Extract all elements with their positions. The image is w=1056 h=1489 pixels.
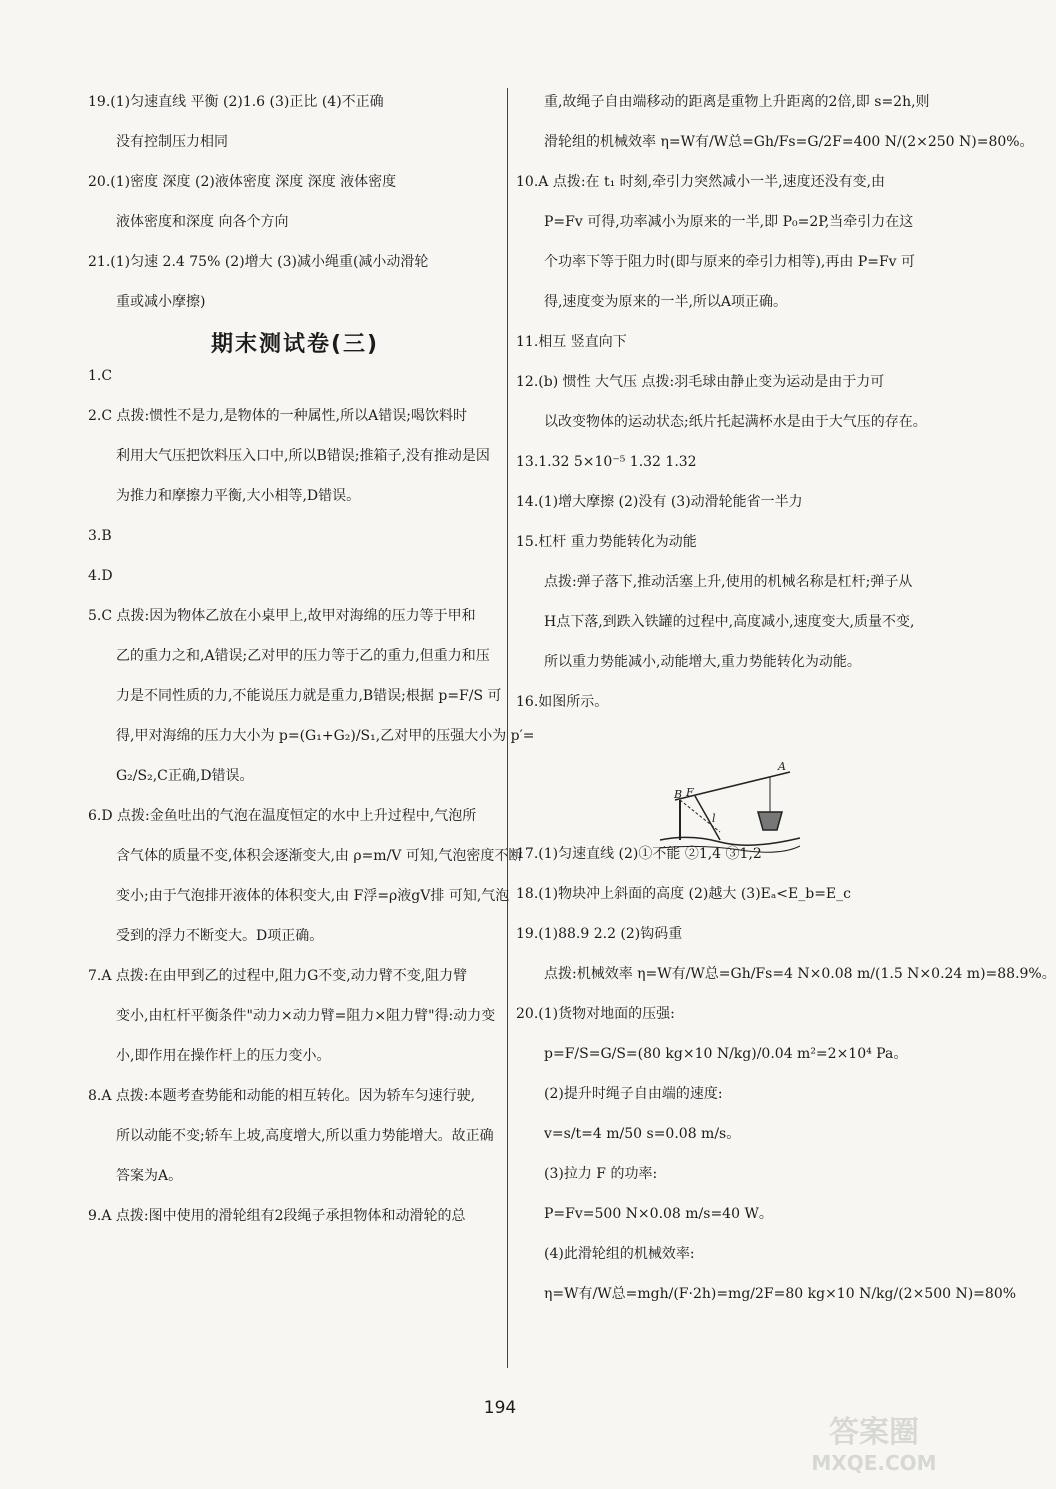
answer-6-line: 6.D 点拨:金鱼吐出的气泡在温度恒定的水中上升过程中,气泡所	[88, 808, 477, 824]
answer-4: 4.D	[88, 568, 113, 584]
answer-20-cont: η=W有/W总=mgh/(F·2h)=mg/2F=80 kg×10 N/kg/(2×500 N)=80%	[544, 1286, 1017, 1302]
svg-text:MXQE.COM: MXQE.COM	[811, 1451, 937, 1475]
right-column	[516, 92, 1056, 1304]
answer-7-cont: 变小,由杠杆平衡条件"动力×动力臂=阻力×阻力臂"得:动力变	[116, 1008, 496, 1024]
answer-20-cont: v=s/t=4 m/50 s=0.08 m/s。	[544, 1126, 741, 1142]
answer-19-cont: 点拨:机械效率 η=W有/W总=Gh/Fs=4 N×0.08 m/(1.5 N×0.24 m)=88.9%。	[544, 966, 1056, 982]
answer-6-cont: 受到的浮力不断变大。D项正确。	[116, 928, 324, 944]
answer-6-cont: 变小;由于气泡排开液体的体积变大,由 F浮=ρ液gV排 可知,气泡	[116, 888, 510, 904]
answer-3: 3.B	[88, 528, 112, 544]
answer-20-cont: 液体密度和深度 向各个方向	[116, 214, 289, 230]
answer-2-line: 2.C 点拨:惯性不是力,是物体的一种属性,所以A错误;喝饮料时	[88, 408, 467, 424]
answer-21-cont: 重或减小摩擦)	[116, 294, 206, 310]
answer-10-line: 10.A 点拨:在 t₁ 时刻,牵引力突然减小一半,速度还没有变,由	[516, 174, 886, 190]
answer-6-cont: 含气体的质量不变,体积会逐渐变大,由 ρ=m/V 可知,气泡密度不断	[116, 848, 523, 864]
svg-text:答案圈: 答案圈	[829, 1415, 919, 1450]
left-column	[88, 92, 535, 1226]
answer-1: 1.C	[88, 368, 113, 384]
lever-support	[695, 796, 720, 840]
label-A: A	[778, 760, 786, 773]
answer-12-cont: 以改变物体的运动状态;纸片托起满杯水是由于大气压的存在。	[544, 414, 927, 430]
answer-14: 14.(1)增大摩擦 (2)没有 (3)动滑轮能省一半力	[516, 494, 803, 510]
answer-15-cont: H点下落,到跌入铁罐的过程中,高度减小,速度变大,质量不变,	[544, 614, 915, 630]
answer-16: 16.如图所示。	[516, 694, 609, 710]
answer-5-cont: 得,甲对海绵的压力大小为 p=(G₁+G₂)/S₁,乙对甲的压强大小为 p′=	[116, 728, 535, 744]
answer-21-line: 21.(1)匀速 2.4 75% (2)增大 (3)减小绳重(减小动滑轮	[88, 254, 429, 270]
watermark-logo	[774, 1408, 974, 1478]
answer-8-cont: 答案为A。	[116, 1168, 183, 1184]
answer-2-cont: 为推力和摩擦力平衡,大小相等,D错误。	[116, 488, 361, 504]
answer-19: 19.(1)88.9 2.2 (2)钩码重	[516, 926, 683, 942]
answer-10-cont: P=Fv 可得,功率减小为原来的一半,即 P₀=2P,当牵引力在这	[544, 214, 914, 230]
answer-5-cont: G₂/S₂,C正确,D错误。	[116, 768, 254, 784]
answer-10-cont: 个功率下等于阻力时(即与原来的牵引力相等),再由 P=Fv 可	[544, 254, 916, 270]
answer-15: 15.杠杆 重力势能转化为动能	[516, 534, 697, 550]
answer-15-cont: 所以重力势能减小,动能增大,重力势能转化为动能。	[544, 654, 861, 670]
bucket-icon	[758, 812, 782, 830]
label-l: l	[712, 812, 716, 825]
answer-5-cont: 乙的重力之和,A错误;乙对甲的压力等于乙的重力,但重力和压	[116, 648, 490, 664]
ground-line	[660, 846, 800, 852]
answer-2-cont: 利用大气压把饮料压入口中,所以B错误;推箱子,没有推动是因	[116, 448, 490, 464]
page-number: 194	[483, 1398, 517, 1418]
section-title: 期末测试卷(三)	[210, 332, 380, 357]
answer-19-cont: 没有控制压力相同	[116, 134, 228, 150]
answer-7-line: 7.A 点拨:在由甲到乙的过程中,阻力G不变,动力臂不变,阻力臂	[88, 968, 468, 984]
answer-5-cont: 力是不同性质的力,不能说压力就是重力,B错误;根据 p=F/S 可	[116, 688, 502, 704]
answer-20: 20.(1)货物对地面的压强:	[516, 1006, 675, 1022]
answer-10-cont: 得,速度变为原来的一半,所以A项正确。	[544, 294, 788, 310]
answer-9-cont: 滑轮组的机械效率 η=W有/W总=Gh/Fs=G/2F=400 N/(2×250 N)=80%。	[544, 134, 1034, 150]
answer-5-line: 5.C 点拨:因为物体乙放在小桌甲上,故甲对海绵的压力等于甲和	[88, 608, 476, 624]
answer-9-line: 9.A 点拨:图中使用的滑轮组有2段绳子承担物体和动滑轮的总	[88, 1208, 466, 1224]
answer-11: 11.相互 竖直向下	[516, 334, 627, 350]
answer-15-cont: 点拨:弹子落下,推动活塞上升,使用的机械名称是杠杆;弹子从	[544, 574, 913, 590]
answer-20-cont: (4)此滑轮组的机械效率:	[544, 1246, 695, 1262]
answer-8-cont: 所以动能不变;轿车上坡,高度增大,所以重力势能增大。故正确	[116, 1128, 494, 1144]
answer-13: 13.1.32 5×10⁻⁵ 1.32 1.32	[516, 454, 697, 470]
answer-20-line: 20.(1)密度 深度 (2)液体密度 深度 深度 液体密度	[88, 174, 397, 190]
answer-19-line: 19.(1)匀速直线 平衡 (2)1.6 (3)正比 (4)不正确	[88, 94, 384, 110]
label-F: F	[686, 786, 694, 799]
answer-20-cont: P=Fv=500 N×0.08 m/s=40 W。	[544, 1206, 773, 1222]
label-B: B	[674, 788, 683, 801]
answer-9-cont: 重,故绳子自由端移动的距离是重物上升距离的2倍,即 s=2h,则	[544, 94, 930, 110]
answer-20-cont: (2)提升时绳子自由端的速度:	[544, 1086, 723, 1102]
answer-18: 18.(1)物块冲上斜面的高度 (2)越大 (3)Eₐ<E_b=E_c	[516, 886, 851, 902]
answer-12-line: 12.(b) 惯性 大气压 点拨:羽毛球由静止变为运动是由于力可	[516, 374, 885, 390]
answer-20-cont: (3)拉力 F 的功率:	[544, 1166, 658, 1182]
answer-20-cont: p=F/S=G/S=(80 kg×10 N/kg)/0.04 m²=2×10⁴ Pa。	[544, 1046, 908, 1062]
lever-figure	[660, 760, 800, 860]
answer-17: 17.(1)匀速直线 (2)①不能 ②1,4 ③1,2	[516, 846, 762, 862]
answer-7-cont: 小,即作用在操作杆上的压力变小。	[116, 1048, 331, 1064]
answer-8-line: 8.A 点拨:本题考查势能和动能的相互转化。因为轿车匀速行驶,	[88, 1088, 476, 1104]
